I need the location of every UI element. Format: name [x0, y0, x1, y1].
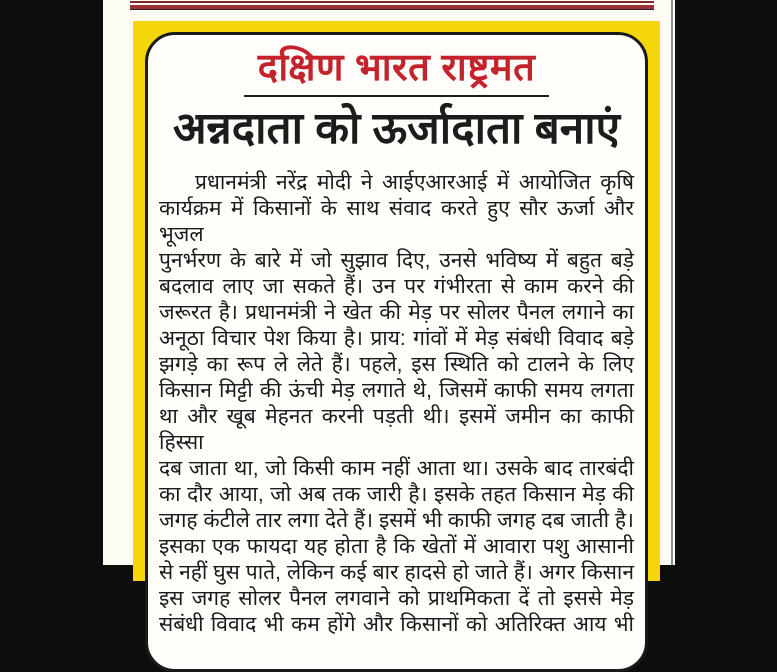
- article-line-cropped: संबंधी विवाद भी कम होंगे और किसानों को अतिरिक्त आय भी: [159, 613, 634, 636]
- masthead-title: दक्षिण भारत राष्ट्रमत: [257, 47, 536, 89]
- article-line: कार्यक्रम में किसानों के साथ संवाद करते हुए सौर ऊर्जा और भूजल: [159, 197, 634, 246]
- article-line: पुनर्भरण के बारे में जो सुझाव दिए, उनसे भविष्य में बहुत बड़े: [159, 249, 634, 272]
- article-line: इसका एक फायदा यह होता है कि खेतों में आवारा पशु आसानी: [159, 535, 634, 558]
- article-line: था और खूब मेहनत करनी पड़ती थी। इसमें जमीन का काफी हिस्सा: [159, 405, 634, 454]
- article-line: झगड़े का रूप ले लेते हैं। पहले, इस स्थिति को टालने के लिए: [159, 353, 634, 376]
- editorial-headline: अन्नदाता को ऊर्जादाता बनाएं: [173, 104, 620, 153]
- article-line: से नहीं घुस पाते, लेकिन कई बार हादसे हो जाते हैं। अगर किसान: [159, 561, 634, 584]
- article-body: [159, 170, 634, 638]
- article-line: प्रधानमंत्री नरेंद्र मोदी ने आईएआरआई में आयोजित कृषि: [195, 171, 634, 194]
- article-line: जगह कंटीले तार लगा देते हैं। इसमें भी काफी जगह दब जाती है।: [159, 509, 634, 532]
- editorial-inner-frame: [145, 32, 648, 672]
- top-rule-thick: [130, 5, 654, 10]
- newspaper-page: [103, 0, 675, 636]
- top-rule-thin: [130, 1, 654, 3]
- article-line: किसान मिट्टी की ऊंची मेड़ लगाते थे, जिसमें काफी समय लगता: [159, 379, 634, 402]
- page-edge-line: [671, 0, 673, 565]
- masthead-divider: [244, 95, 549, 97]
- article-line: जरूरत है। प्रधानमंत्री ने खेत की मेड़ पर सोलर पैनल लगाने का: [159, 301, 634, 324]
- article-line: इस जगह सोलर पैनल लगवाने को प्राथमिकता दें तो इससे मेड़: [159, 587, 634, 610]
- article-line: अनूठा विचार पेश किया है। प्राय: गांवों में मेड़ संबंधी विवाद बड़े: [159, 327, 634, 350]
- article-line: दब जाता था, जो किसी काम नहीं आता था। उसके बाद तारबंदी: [159, 457, 634, 480]
- article-line: का दौर आया, जो अब तक जारी है। इसके तहत किसान मेड़ की: [159, 483, 634, 506]
- masthead-top-rule: [130, 1, 654, 10]
- editorial-frame: [133, 21, 660, 636]
- article-line: बदलाव लाए जा सकते हैं। उन पर गंभीरता से काम करने की: [159, 275, 634, 298]
